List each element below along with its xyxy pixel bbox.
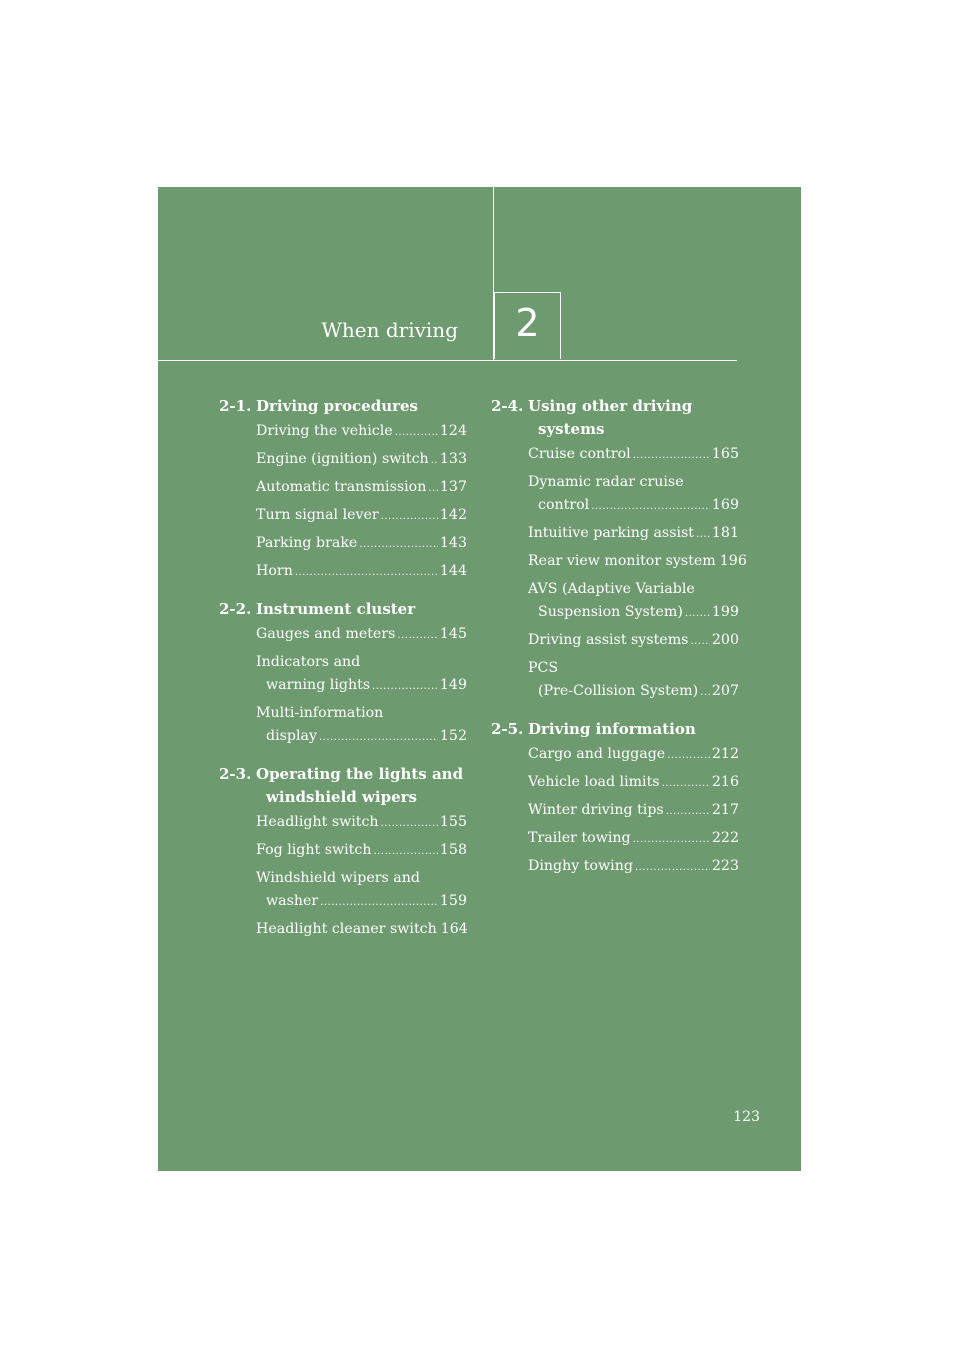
toc-entry[interactable] — [528, 825, 739, 853]
dot-leader — [373, 839, 437, 865]
toc-section — [219, 395, 467, 586]
entry-title: display — [266, 728, 317, 744]
entry-title-line: Multi-information — [256, 705, 384, 721]
toc-entry[interactable] — [256, 558, 467, 586]
section-title-line: windshield wipers — [266, 788, 417, 806]
dot-leader — [633, 443, 710, 469]
entry-page: 223 — [711, 858, 739, 874]
entry-title: Engine (ignition) switch — [256, 451, 429, 467]
dot-leader — [685, 602, 710, 625]
dot-leader — [696, 522, 710, 548]
toc-entry[interactable] — [256, 809, 467, 837]
section-items — [256, 621, 467, 751]
toc-entry[interactable] — [256, 621, 467, 649]
entry-row — [256, 890, 467, 914]
toc-entry[interactable] — [256, 418, 467, 446]
toc-entry[interactable] — [256, 837, 467, 865]
entry-page: 145 — [439, 626, 467, 642]
entry-page: 199 — [711, 604, 739, 620]
entry-page: 217 — [711, 802, 739, 818]
toc-entry[interactable] — [528, 576, 739, 627]
dot-leader — [666, 799, 710, 825]
entry-row — [256, 674, 467, 698]
toc-section — [491, 395, 747, 706]
toc-entry[interactable] — [528, 520, 739, 548]
section-heading[interactable] — [219, 763, 467, 809]
entry-page: 159 — [439, 893, 467, 909]
entry-title: Horn — [256, 563, 293, 579]
dot-leader — [690, 629, 709, 655]
toc-entry[interactable] — [256, 502, 467, 530]
entry-page: 196 — [719, 553, 747, 569]
toc-entry[interactable] — [256, 916, 467, 944]
entry-page: 137 — [439, 479, 467, 495]
section-number: 2-5. — [491, 720, 524, 738]
entry-title-line: Indicators and — [256, 654, 361, 670]
toc-section — [491, 718, 739, 881]
entry-title-line: Dynamic radar cruise — [528, 474, 684, 490]
dot-leader — [320, 891, 438, 914]
section-number: 2-1. — [219, 397, 252, 415]
dot-leader — [359, 532, 438, 558]
section-heading[interactable] — [491, 718, 739, 741]
entry-page: 169 — [711, 497, 739, 513]
section-number: 2-2. — [219, 600, 252, 618]
section-items — [528, 441, 747, 706]
section-title — [256, 598, 467, 621]
toc-entry[interactable] — [256, 700, 467, 751]
entry-page: 165 — [711, 446, 739, 462]
entry-page: 142 — [439, 507, 467, 523]
entry-title-line: Windshield wipers and — [256, 870, 420, 886]
entry-title: Parking brake — [256, 535, 358, 551]
toc-entry[interactable] — [528, 769, 739, 797]
section-title — [528, 718, 739, 741]
dot-leader — [700, 681, 710, 704]
dot-leader — [428, 476, 438, 502]
toc-entry[interactable] — [528, 853, 739, 881]
section-number: 2-4. — [491, 397, 524, 415]
dot-leader — [431, 448, 438, 474]
toc-entry[interactable] — [528, 548, 747, 576]
dot-leader — [633, 827, 710, 853]
entry-title: warning lights — [266, 677, 371, 693]
entry-page: 143 — [439, 535, 467, 551]
toc-entry[interactable] — [256, 446, 467, 474]
entry-page: 124 — [439, 423, 467, 439]
dot-leader — [381, 504, 438, 530]
entry-title: Gauges and meters — [256, 626, 396, 642]
section-items — [256, 418, 467, 586]
section-title-line: Driving information — [528, 720, 696, 738]
entry-row — [528, 680, 739, 704]
section-title — [528, 395, 739, 441]
entry-title: Vehicle load limits — [528, 774, 660, 790]
entry-title-line: PCS — [528, 660, 559, 676]
entry-page: 164 — [440, 921, 468, 937]
dot-leader — [372, 675, 438, 698]
toc-entry[interactable] — [256, 474, 467, 502]
entry-title: Driving the vehicle — [256, 423, 393, 439]
entry-title: Headlight cleaner switch — [256, 921, 437, 937]
chapter-number: 2 — [515, 301, 540, 345]
toc-section — [219, 598, 467, 751]
entry-row — [256, 725, 467, 749]
entry-title: Driving assist systems — [528, 632, 689, 648]
entry-row — [528, 601, 739, 625]
entry-title: Turn signal lever — [256, 507, 379, 523]
toc-entry[interactable] — [256, 649, 467, 700]
entry-title: Automatic transmission — [256, 479, 427, 495]
section-title-line: Using other driving — [528, 397, 693, 415]
entry-title: Cruise control — [528, 446, 631, 462]
entry-page: 181 — [711, 525, 739, 541]
page-number: 123 — [733, 1109, 760, 1125]
dot-leader — [295, 560, 438, 586]
entry-page: 144 — [439, 563, 467, 579]
entry-page: 158 — [439, 842, 467, 858]
section-title — [256, 395, 467, 418]
section-title-line: Operating the lights and — [256, 765, 464, 783]
section-title-line: systems — [538, 420, 605, 438]
section-title — [256, 763, 467, 809]
toc-left-column — [219, 395, 467, 956]
toc-right-column — [491, 395, 747, 893]
dot-leader — [381, 811, 438, 837]
section-items — [256, 809, 467, 944]
entry-title: Suspension System) — [538, 604, 683, 620]
section-title-line: Instrument cluster — [256, 600, 416, 618]
toc-entry[interactable] — [528, 741, 739, 769]
toc-entry[interactable] — [528, 655, 739, 706]
entry-title: Headlight switch — [256, 814, 379, 830]
toc-section — [219, 763, 467, 944]
entry-title: Winter driving tips — [528, 802, 664, 818]
dot-leader — [319, 726, 438, 749]
chapter-number-box — [494, 292, 561, 359]
section-heading[interactable] — [219, 395, 467, 418]
entry-page: 207 — [711, 683, 739, 699]
divider-horizontal — [158, 360, 737, 361]
dot-leader — [662, 771, 710, 797]
dot-leader — [635, 855, 710, 881]
dot-leader — [667, 743, 710, 769]
entry-page: 133 — [439, 451, 467, 467]
entry-title: washer — [266, 893, 319, 909]
toc-entry[interactable] — [528, 441, 739, 469]
entry-page: 155 — [439, 814, 467, 830]
entry-page: 222 — [711, 830, 739, 846]
toc-entry[interactable] — [528, 627, 739, 655]
section-items — [528, 741, 739, 881]
entry-page: 212 — [711, 746, 739, 762]
entry-title: Fog light switch — [256, 842, 372, 858]
toc-entry[interactable] — [256, 865, 467, 916]
dot-leader — [591, 495, 710, 518]
entry-title: Rear view monitor system — [528, 553, 716, 569]
entry-page: 152 — [439, 728, 467, 744]
entry-title-line: AVS (Adaptive Variable — [528, 581, 695, 597]
section-number: 2-3. — [219, 765, 252, 783]
entry-title: Cargo and luggage — [528, 746, 666, 762]
entry-title: Intuitive parking assist — [528, 525, 695, 541]
section-title-line: Driving procedures — [256, 397, 418, 415]
dot-leader — [395, 420, 438, 446]
section-heading[interactable] — [491, 395, 739, 441]
section-heading[interactable] — [219, 598, 467, 621]
entry-page: 149 — [439, 677, 467, 693]
entry-row — [528, 494, 739, 518]
entry-title: control — [538, 497, 590, 513]
chapter-title: When driving — [321, 318, 458, 342]
toc-entry[interactable] — [528, 797, 739, 825]
dot-leader — [397, 623, 438, 649]
entry-title: Trailer towing — [528, 830, 631, 846]
entry-page: 216 — [711, 774, 739, 790]
toc-entry[interactable] — [256, 530, 467, 558]
entry-page: 200 — [711, 632, 739, 648]
entry-title: (Pre-Collision System) — [538, 683, 699, 699]
entry-title: Dinghy towing — [528, 858, 633, 874]
toc-entry[interactable] — [528, 469, 739, 520]
